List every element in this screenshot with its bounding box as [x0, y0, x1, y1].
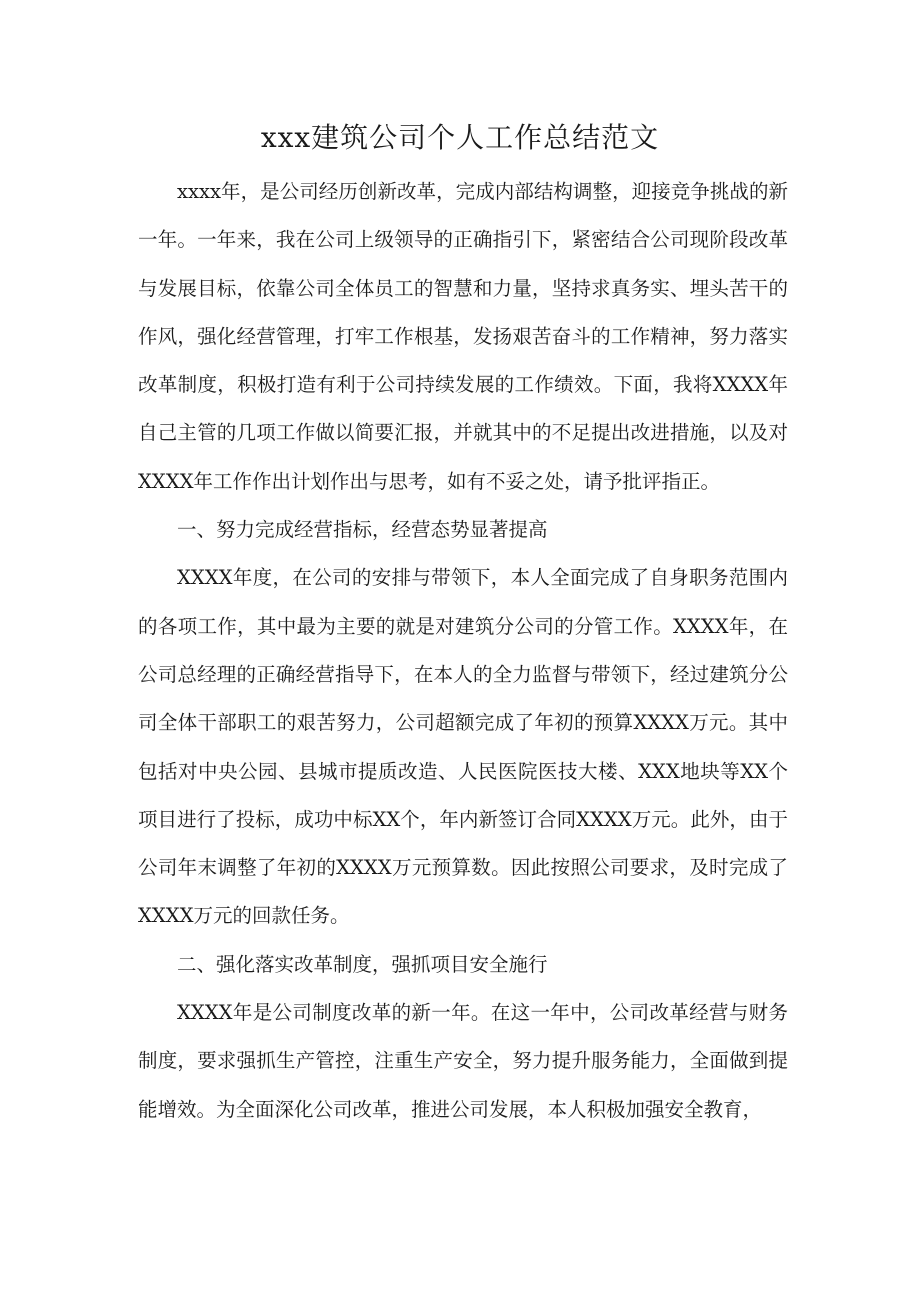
document-body	[138, 168, 788, 1134]
section-heading-2: 二、强化落实改革制度，强抓项目安全施行	[177, 952, 548, 976]
section-heading-1: 一、努力完成经营指标，经营态势显著提高	[177, 518, 548, 542]
paragraph-intro: xxxx年，是公司经历创新改革，完成内部结构调整，迎接竞争挑战的新一年。一年来，我在公司上级领导的正确指引下，紧密结合公司现阶段改革与发展目标，依靠公司全体员工的智慧和力量，坚持求真务实、埋头苦干的作风，强化经营管理，打牢工作根基，发扬艰苦奋斗的工作精神，努力落实改革制度，积极打造有利于公司持续发展的工作绩效。下面，我将XXXX年自己主管的几项工作做以简要汇报，并就其中的不足提出改进措施，以及对XXXX年工作作出计划作出与思考，如有不妥之处，请予批评指正。	[138, 180, 788, 493]
document-title: xxx建筑公司个人工作总结范文	[260, 121, 660, 154]
paragraph-section-2: XXXX年是公司制度改革的新一年。在这一年中，公司改革经营与财务制度，要求强抓生产管控，注重生产安全，努力提升服务能力，全面做到提能增效。为全面深化公司改革，推进公司发展，本人积极加强安全教育，	[138, 1001, 788, 1121]
paragraph-section-1: XXXX年度，在公司的安排与带领下，本人全面完成了自身职务范围内的各项工作，其中最为主要的就是对建筑分公司的分管工作。XXXX年，在公司总经理的正确经营指导下，在本人的全力监督与带领下，经过建筑分公司全体干部职工的艰苦努力，公司超额完成了年初的预算XXXX万元。其中包括对中央公园、县城市提质改造、人民医院医技大楼、XXX地块等XX个项目进行了投标，成功中标XX个，年内新签订合同XXXX万元。此外，由于公司年末调整了年初的XXXX万元预算数。因此按照公司要求，及时完成了XXXX万元的回款任务。	[138, 566, 788, 928]
